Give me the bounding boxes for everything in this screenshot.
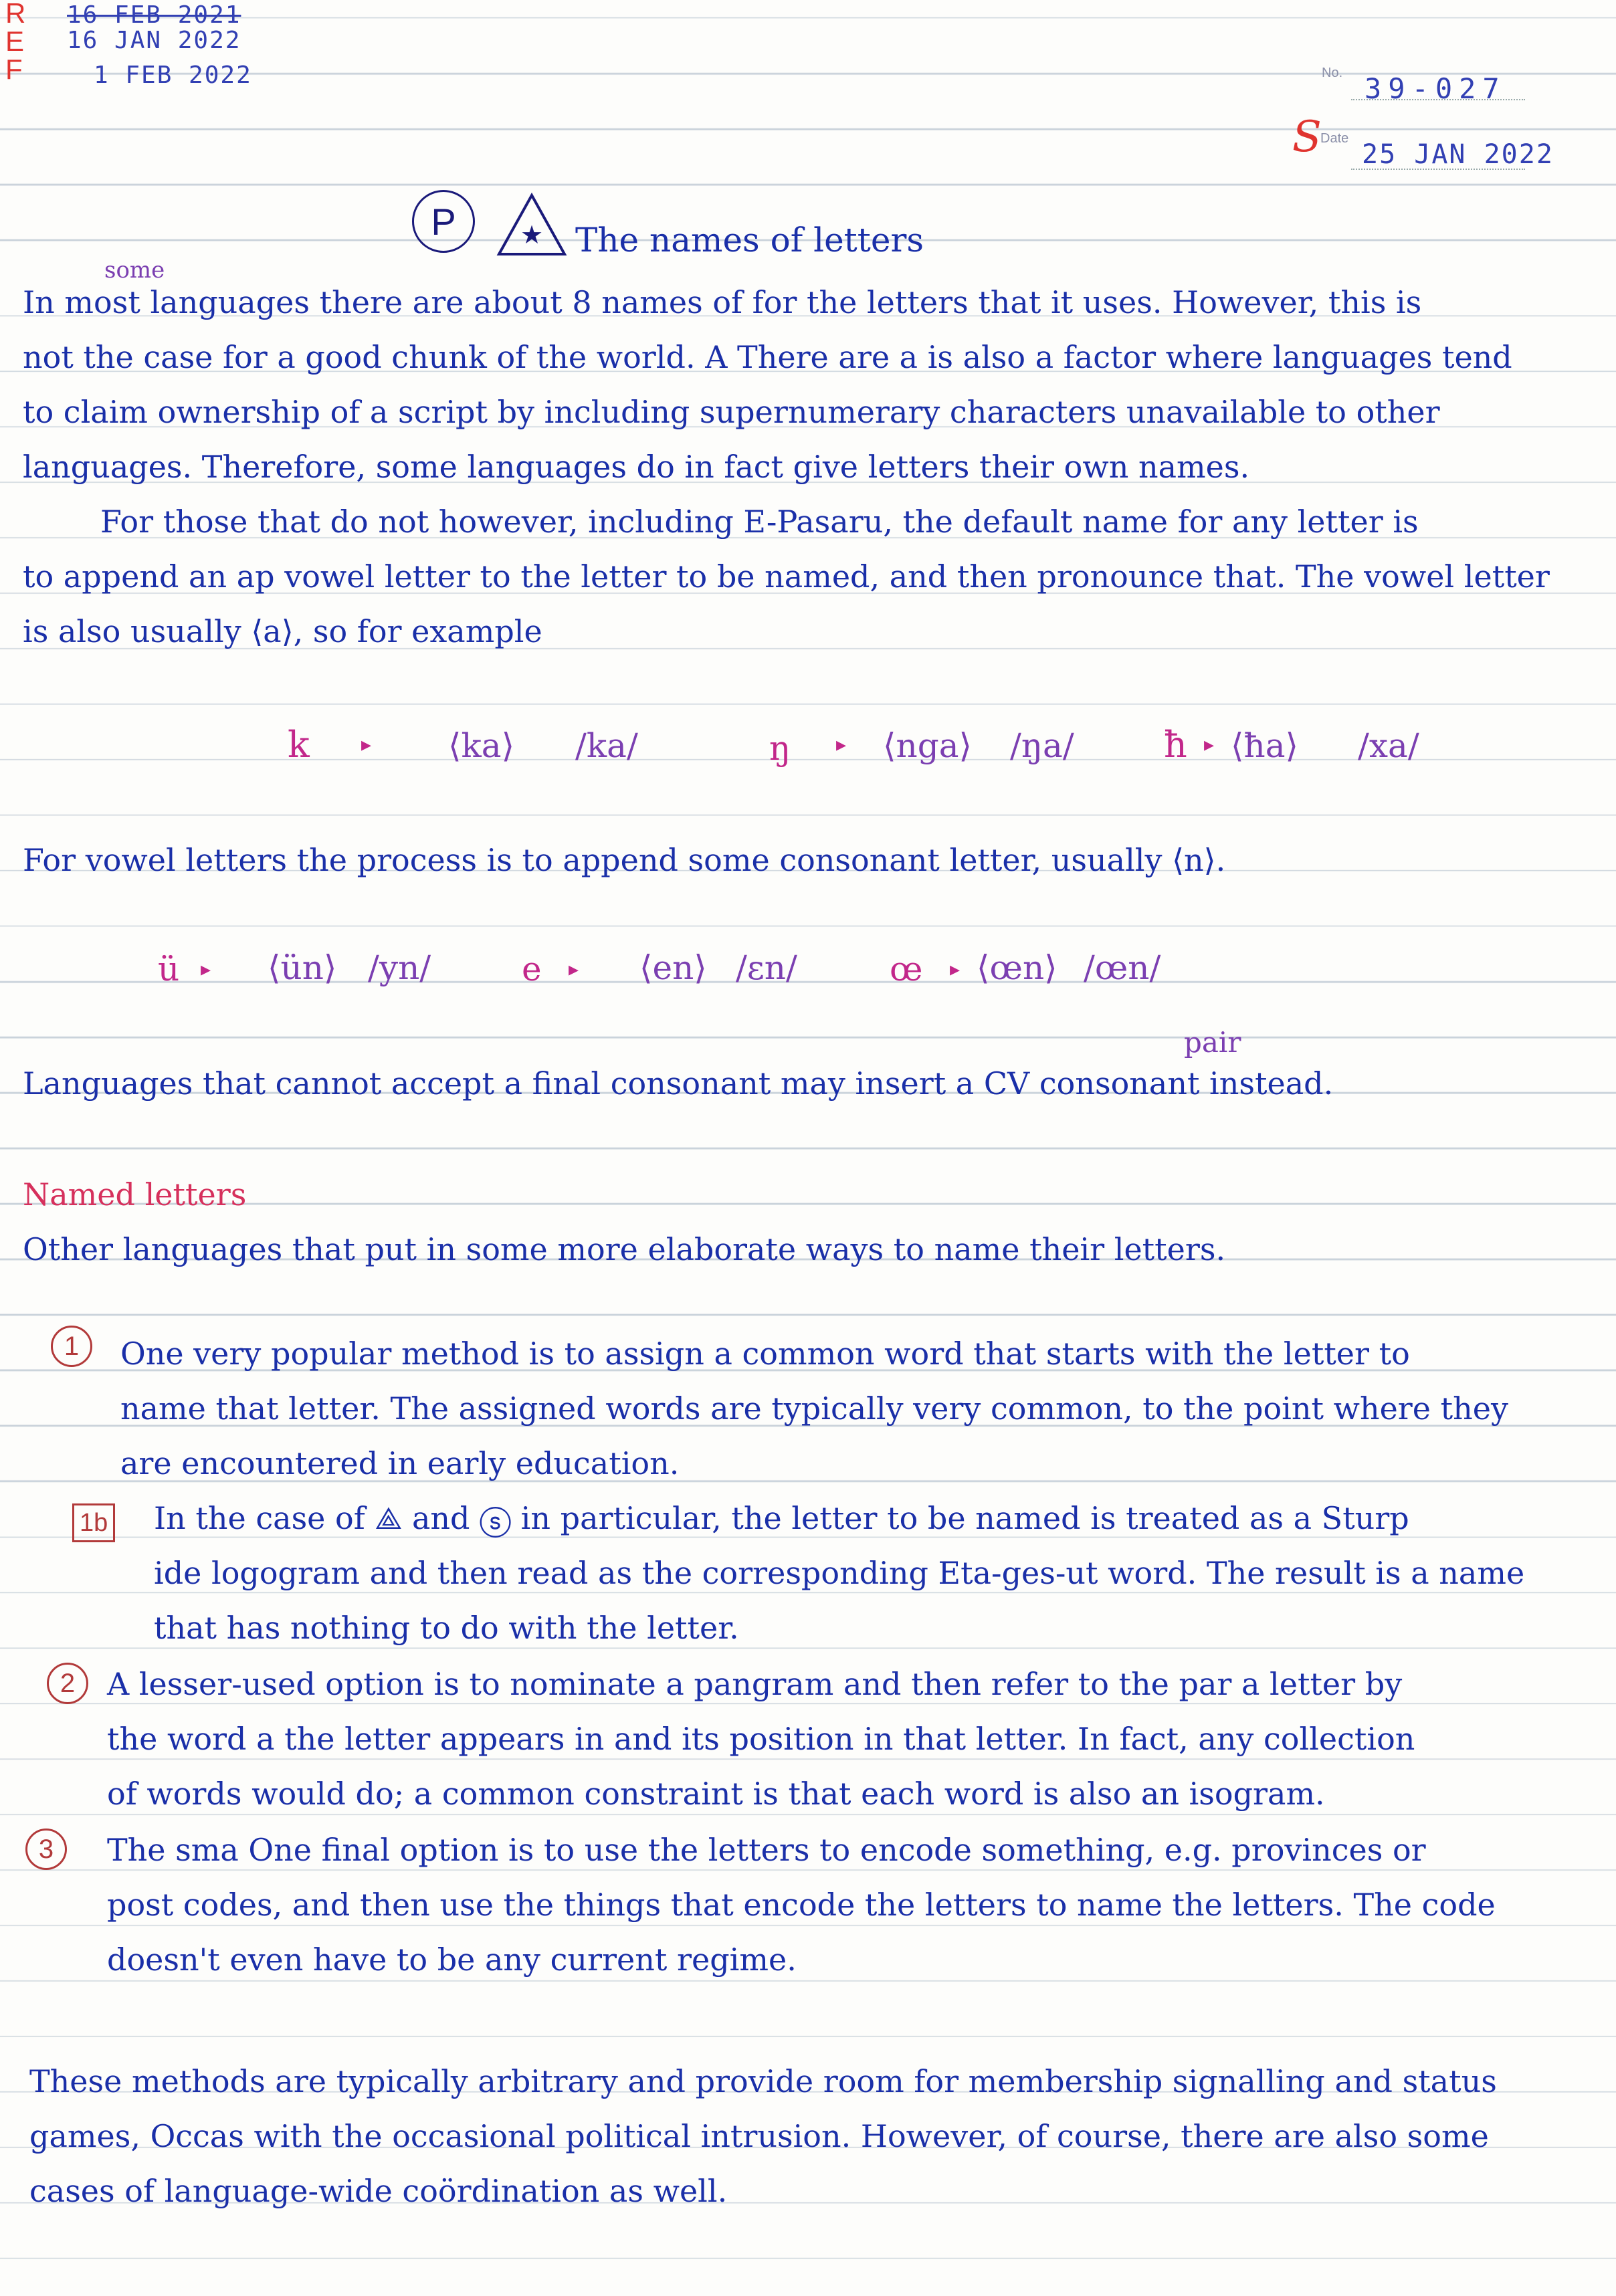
example-ipa: /ɛn/ — [736, 948, 797, 987]
text-line: to claim ownership of a script by including supernumerary characters unavailable to other — [23, 394, 1440, 430]
ref-date-stamp: 16 FEB 2021 — [67, 1, 241, 29]
ref-letter: F — [5, 54, 23, 85]
arrow-icon: ▸ — [836, 733, 847, 756]
s-mark: S — [1292, 112, 1322, 162]
example-glyph: ŋ — [769, 729, 791, 768]
example-glyph: k — [288, 724, 310, 766]
text-line: to append an ap vowel letter to the letter to be named, and then pronounce that. The vowel letter — [23, 558, 1550, 595]
example-spelling: ⟨ün⟩ — [268, 948, 337, 987]
text-line: In most languages there are about 8 names of for the letters that it uses. However, this is — [23, 284, 1422, 320]
date-label: Date — [1320, 131, 1349, 146]
item-line: ide logogram and then read as the corresponding Eta-ges-ut word. The result is a name — [154, 1555, 1525, 1591]
arrow-icon: ▸ — [201, 958, 211, 981]
text-line: games, Occas with the occasional political intrusion. However, of course, there are also some — [29, 2118, 1489, 2154]
arrow-icon: ▸ — [1204, 733, 1215, 756]
ref-date-stamp: 16 JAN 2022 — [67, 27, 241, 54]
text-line: For vowel letters the process is to append some consonant letter, usually ⟨n⟩. — [23, 842, 1226, 878]
arrow-icon: ▸ — [950, 958, 961, 981]
ref-letter: R — [5, 0, 26, 29]
example-ipa: /xa/ — [1358, 726, 1419, 765]
arrow-icon: ▸ — [569, 958, 579, 981]
item-line: The sma One final option is to use the letters to encode something, e.g. provinces or — [107, 1832, 1426, 1868]
svg-text:★: ★ — [520, 220, 544, 249]
example-glyph: ü — [158, 950, 180, 988]
example-ipa: /œn/ — [1084, 948, 1161, 987]
example-spelling: ⟨ka⟩ — [448, 726, 515, 765]
example-ipa: /yn/ — [368, 948, 431, 987]
text-line: is also usually ⟨a⟩, so for example — [23, 613, 542, 649]
item-line: A lesser-used option is to nominate a pangram and then refer to the par a letter by — [107, 1666, 1403, 1702]
text-line: These methods are typically arbitrary and provide room for membership signalling and status — [29, 2063, 1497, 2099]
text-line: not the case for a good chunk of the world. A There are a is also a factor where languages tend — [23, 339, 1512, 375]
item-line: the word a the letter appears in and its position in that letter. In fact, any collection — [107, 1721, 1415, 1757]
ref-letter: E — [5, 25, 25, 57]
item-line: name that letter. The assigned words are typically very common, to the point where they — [120, 1390, 1508, 1427]
ref-date-stamp: 1 FEB 2022 — [94, 62, 252, 89]
item-marker: 1 — [51, 1326, 103, 1367]
title-row — [412, 190, 475, 253]
text-line: Languages that cannot accept a final consonant may insert a CV consonant instead. — [23, 1065, 1334, 1102]
example-spelling: ⟨en⟩ — [639, 948, 707, 987]
text-line: languages. Therefore, some languages do in fact give letters their own names. — [23, 449, 1250, 485]
example-ipa: /ka/ — [575, 726, 638, 765]
item-line: doesn't even have to be any current regime. — [107, 1942, 797, 1978]
item-line: post codes, and then use the things that encode the letters to name the letters. The code — [107, 1887, 1496, 1923]
insert-word: pair — [1184, 1026, 1241, 1059]
insert-word: some — [104, 257, 165, 284]
triangle-star-icon — [495, 191, 569, 261]
example-ipa: /ŋa/ — [1010, 726, 1074, 765]
item-line: In the case of ⟁ and ⓢ in particular, the letter to be named is treated as a Sturp — [154, 1500, 1409, 1536]
example-spelling: ⟨nga⟩ — [883, 726, 973, 765]
number-stamp: 39-027 — [1365, 72, 1506, 105]
p-badge: P — [412, 190, 475, 253]
example-glyph: œ — [890, 950, 923, 988]
text-line: cases of language-wide coördination as well. — [29, 2173, 728, 2209]
arrow-icon: ▸ — [361, 733, 372, 756]
section-heading: Named letters — [23, 1176, 247, 1213]
date-stamp: 25 JAN 2022 — [1362, 139, 1554, 170]
item-line: are encountered in early education. — [120, 1445, 680, 1481]
item-marker: 2 — [47, 1663, 99, 1704]
text-line: Other languages that put in some more elaborate ways to name their letters. — [23, 1231, 1226, 1267]
item-marker: 1b — [72, 1503, 126, 1542]
page-title: The names of letters — [575, 221, 924, 259]
text-line: For those that do not however, including E-Pasaru, the default name for any letter is — [100, 504, 1419, 540]
example-spelling: ⟨ħa⟩ — [1231, 726, 1299, 765]
item-line: One very popular method is to assign a common word that starts with the letter to — [120, 1336, 1410, 1372]
example-spelling: ⟨œn⟩ — [977, 948, 1057, 987]
item-line: of words would do; a common constraint is that each word is also an isogram. — [107, 1776, 1325, 1812]
example-glyph: ħ — [1164, 724, 1187, 766]
no-label: No. — [1322, 66, 1343, 80]
item-marker: 3 — [25, 1829, 78, 1870]
example-glyph: e — [522, 950, 542, 988]
item-line: that has nothing to do with the letter. — [154, 1610, 739, 1646]
